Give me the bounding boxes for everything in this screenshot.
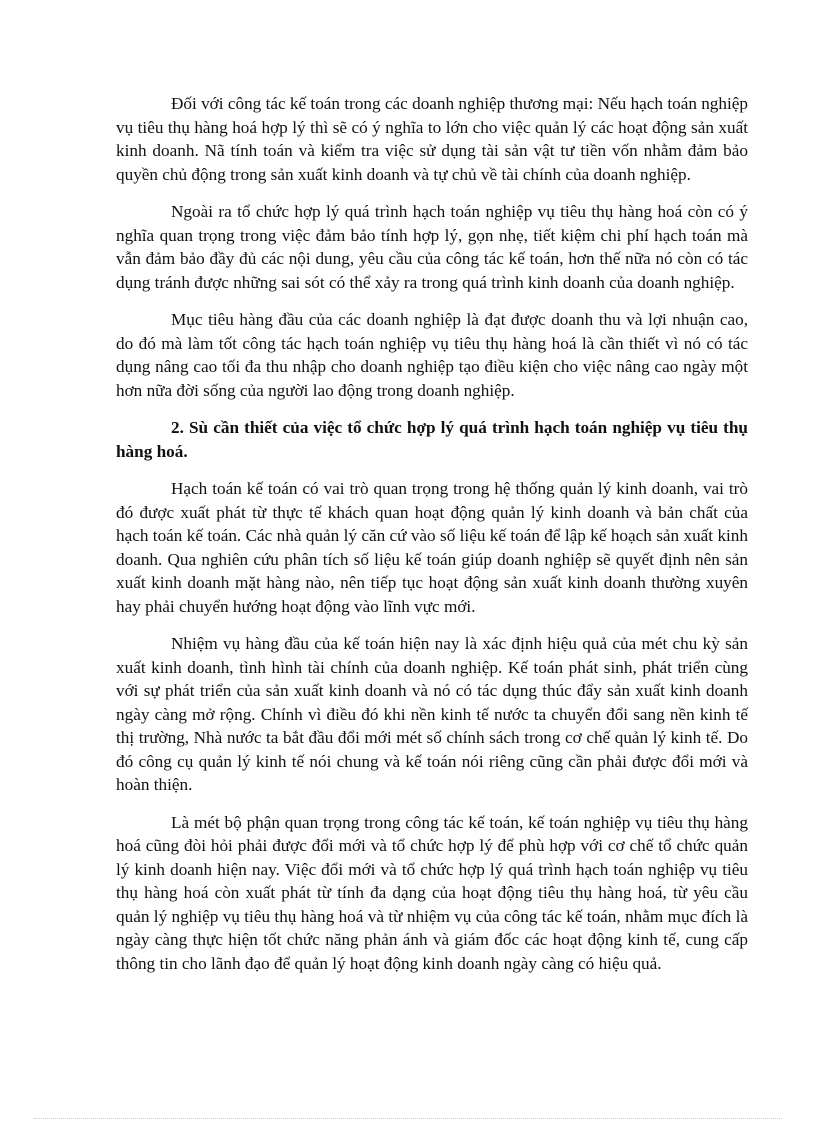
section-heading: 2. Sù cần thiết của việc tổ chức hợp lý quá trình hạch toán nghiệp vụ tiêu thụ hàng hoá.: [116, 418, 748, 461]
paragraph-2: Ngoài ra tổ chức hợp lý quá trình hạch toán nghiệp vụ tiêu thụ hàng hoá còn có ý nghĩa quan trọng trong việc đảm bảo tính hợp lý, gọn nhẹ, tiết kiệm chi phí hạch toán mà vẫn đảm bảo đầy đủ các nội dung, yêu cầu của công tác kế toán, hơn thế nữa nó còn có tác dụng tránh được những sai sót có thể xảy ra trong quá trình kinh doanh của doanh nghiệp.: [116, 202, 748, 292]
paragraph-6: Là mét bộ phận quan trọng trong công tác kế toán, kế toán nghiệp vụ tiêu thụ hàng hoá cũng đòi hỏi phải được đổi mới và tổ chức hợp lý để phù hợp với cơ chế tổ chức quản lý kinh doanh hiện nay. Việc đổi mới và tổ chức hợp lý quá trình hạch toán nghiệp vụ tiêu thụ hàng hoá còn xuất phát từ tính đa dạng của hoạt động tiêu thụ hàng hoá, từ yêu cầu quản lý nghiệp vụ tiêu thụ hàng hoá và từ nhiệm vụ của công tác kế toán, nhằm mục đích là ngày càng thực hiện tốt chức năng phản ánh và giám đốc các hoạt động kinh tế, cung cấp thông tin cho lãnh đạo để quản lý hoạt động kinh doanh ngày càng có hiệu quả.: [116, 812, 748, 973]
paragraph-4: Hạch toán kế toán có vai trò quan trọng trong hệ thống quản lý kinh doanh, vai trò đó được xuất phát từ thực tế khách quan hoạt động quản lý kinh doanh và bản chất của hạch toán kế toán. Các nhà quản lý căn cứ vào số liệu kế toán để lập kế hoạch sản xuất kinh doanh. Qua nghiên cứu phân tích số liệu kế toán giúp doanh nghiệp sẽ quyết định nên sản xuất kinh doanh mặt hàng nào, nên tiếp tục hoạt động sản xuất kinh doanh thường xuyên hay phải chuyển hướng hoạt động vào lĩnh vực mới.: [116, 479, 748, 616]
paragraph-5: Nhiệm vụ hàng đầu của kế toán hiện nay là xác định hiệu quả của mét chu kỳ sản xuất kinh doanh, tình hình tài chính của doanh nghiệp. Kế toán phát sinh, phát triển cùng với sự phát triển của sản xuất kinh doanh và nó có tác dụng thúc đẩy sản xuất kinh doanh ngày càng mở rộng. Chính vì điều đó khi nền kinh tế nước ta chuyển đổi sang nền kinh tế thị trường, Nhà nước ta bắt đầu đổi mới mét số chính sách trong cơ chế quản lý kinh tế. Do đó công cụ quản lý kinh tế nói chung và kế toán nói riêng cũng cần phải được đổi mới và hoàn thiện.: [116, 634, 748, 794]
page-bottom-rule: [34, 1118, 782, 1119]
paragraph-3: Mục tiêu hàng đầu của các doanh nghiệp là đạt được doanh thu và lợi nhuận cao, do đó mà làm tốt công tác hạch toán nghiệp vụ tiêu thụ hàng hoá là cần thiết vì nó có tác dụng nâng cao tối đa thu nhập cho doanh nghiệp tạo điều kiện cho việc nâng cao ngày một hơn nữa đời sống của người lao động trong doanh nghiệp.: [116, 310, 748, 400]
document-body: [116, 92, 748, 989]
paragraph-1: Đối với công tác kế toán trong các doanh nghiệp thương mại: Nếu hạch toán nghiệp vụ tiêu thụ hàng hoá hợp lý thì sẽ có ý nghĩa to lớn cho việc quản lý các hoạt động sản xuất kinh doanh. Nã tính toán và kiểm tra việc sử dụng tài sản vật tư tiền vốn nhằm đảm bảo quyền chủ động trong sản xuất kinh doanh và tự chủ về tài chính của doanh nghiệp.: [116, 94, 748, 184]
